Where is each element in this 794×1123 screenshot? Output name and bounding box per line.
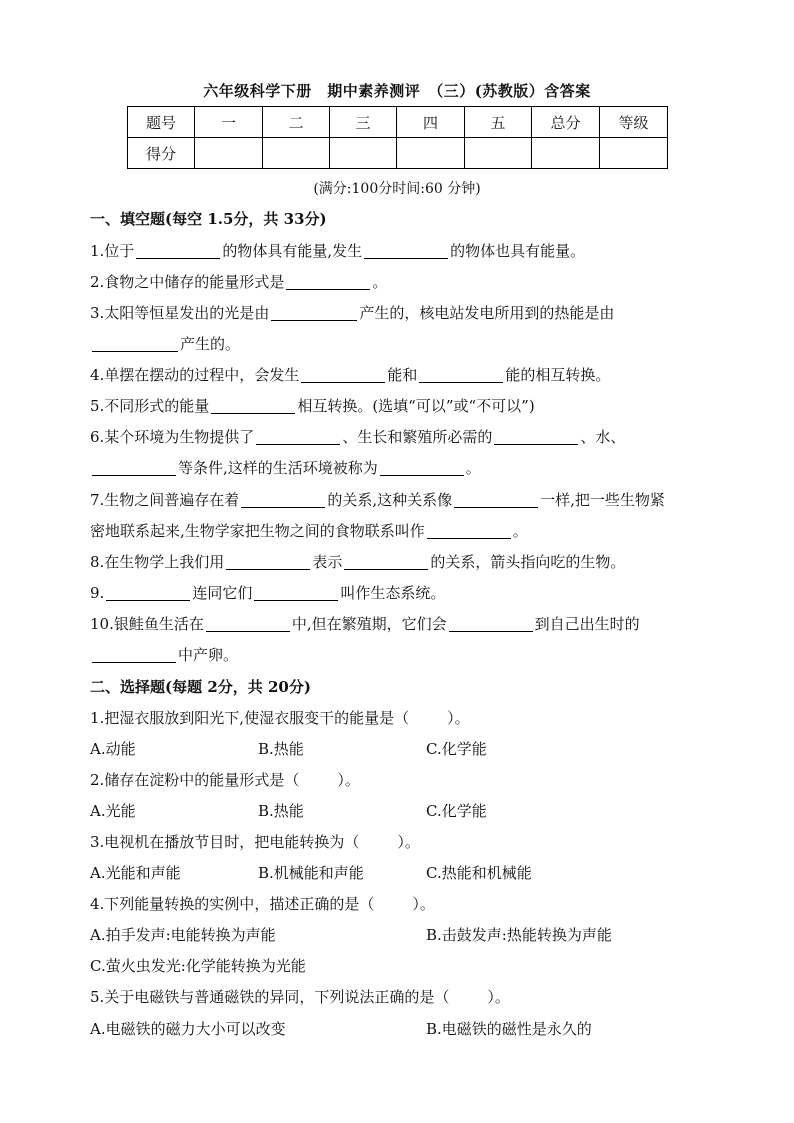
question-line: 4.单摆在摆动的过程中，会发生 能和 能的相互转换。	[90, 366, 611, 384]
option-row	[90, 738, 487, 759]
answer-blank[interactable]	[92, 459, 176, 476]
answer-blank[interactable]	[380, 459, 464, 476]
option-c[interactable]: C.化学能	[426, 740, 487, 758]
question-line: 2.储存在淀粉中的能量形式是（ ）。	[90, 771, 360, 789]
answer-blank[interactable]	[92, 646, 176, 663]
question-line: 5.不同形式的能量 相互转换。(选填“可以”或“不可以”)	[90, 397, 535, 415]
score-cell	[263, 138, 330, 169]
answer-blank[interactable]	[419, 366, 503, 383]
score-cell	[465, 138, 532, 169]
time-score-note: (满分:100分时间:60 分钟)	[313, 181, 481, 197]
question-line: 9. 连同它们 叫作生态系统。	[90, 584, 446, 602]
option-row	[90, 1018, 592, 1039]
answer-blank[interactable]	[427, 522, 511, 539]
answer-blank[interactable]	[136, 242, 220, 259]
option-a[interactable]: A.光能	[90, 802, 136, 820]
option-a[interactable]: A.光能和声能	[90, 864, 181, 882]
question-line: 3.电视机在播放节目时，把电能转换为（ ）。	[90, 833, 420, 851]
section-heading-fill-in: 一、填空题(每空 1.5分，共 33分)	[90, 210, 327, 228]
answer-blank[interactable]	[256, 428, 340, 445]
option-c[interactable]: C.化学能	[426, 802, 487, 820]
option-c[interactable]: C.热能和机械能	[426, 864, 532, 882]
answer-blank[interactable]	[286, 273, 370, 290]
answer-blank[interactable]	[106, 584, 190, 601]
option-b[interactable]: B.击鼓发声:热能转换为声能	[426, 926, 612, 944]
option-row	[90, 800, 487, 821]
answer-blank[interactable]	[254, 584, 338, 601]
question-line: 中产卵。	[90, 644, 238, 665]
question-line: 8.在生物学上我们用 表示 的关系，箭头指向吃的生物。	[90, 553, 626, 571]
question-line: 6.某个环境为生物提供了 、生长和繁殖所必需的 、水、	[90, 428, 626, 446]
question-line: 1.把湿衣服放到阳光下,使湿衣服变干的能量是（ ）。	[90, 709, 470, 727]
answer-blank[interactable]	[449, 615, 533, 632]
score-row-label: 得分	[128, 138, 195, 169]
option-row	[90, 955, 306, 976]
question-line: 7.生物之间普遍存在着 的关系,这种关系像 一样,把一些生物紧	[90, 491, 665, 509]
answer-blank[interactable]	[364, 242, 448, 259]
question-line: 3.太阳等恒星发出的光是由 产生的，核电站发电所用到的热能是由	[90, 304, 615, 322]
question-line: 1.位于 的物体具有能量,发生 的物体也具有能量。	[90, 242, 586, 260]
option-row	[90, 924, 612, 945]
score-table	[127, 106, 668, 169]
answer-blank[interactable]	[301, 366, 385, 383]
table-header-cell: 五	[465, 107, 532, 138]
question-line: 2.食物之中储存的能量形式是 。	[90, 273, 388, 291]
score-table-score-row	[128, 138, 668, 169]
table-header-cell: 二	[263, 107, 330, 138]
table-header-cell: 一	[195, 107, 263, 138]
answer-blank[interactable]	[494, 428, 578, 445]
option-b[interactable]: B.热能	[258, 802, 304, 820]
option-a[interactable]: A.电磁铁的磁力大小可以改变	[90, 1020, 286, 1038]
score-cell	[532, 138, 600, 169]
option-a[interactable]: A.拍手发声:电能转换为声能	[90, 926, 276, 944]
question-line: 密地联系起来,生物学家把生物之间的食物联系叫作 。	[90, 522, 528, 540]
answer-blank[interactable]	[206, 615, 290, 632]
answer-blank[interactable]	[454, 491, 538, 508]
question-line: 等条件,这样的生活环境被称为 。	[90, 457, 481, 478]
option-b[interactable]: B.热能	[258, 740, 304, 758]
score-cell	[397, 138, 465, 169]
question-line: 10.银鲑鱼生活在 中,但在繁殖期，它们会 到自己出生时的	[90, 615, 640, 633]
score-table-header-row	[128, 107, 668, 138]
answer-blank[interactable]	[226, 553, 310, 570]
question-line: 产生的。	[90, 333, 240, 354]
table-header-cell: 题号	[128, 107, 195, 138]
question-line: 5.关于电磁铁与普通磁铁的异同，下列说法正确的是（ ）。	[90, 988, 510, 1006]
answer-blank[interactable]	[271, 304, 357, 321]
option-a[interactable]: A.动能	[90, 740, 136, 758]
section-heading-choice: 二、选择题(每题 2分，共 20分)	[90, 678, 311, 696]
question-line: 4.下列能量转换的实例中，描述正确的是（ ）。	[90, 895, 435, 913]
answer-blank[interactable]	[211, 397, 295, 414]
option-row	[90, 862, 532, 883]
score-cell	[600, 138, 668, 169]
option-c[interactable]: C.萤火虫发光:化学能转换为光能	[90, 957, 306, 975]
option-b[interactable]: B.电磁铁的磁性是永久的	[426, 1020, 592, 1038]
answer-blank[interactable]	[241, 491, 325, 508]
score-cell	[330, 138, 397, 169]
table-header-cell: 等级	[600, 107, 668, 138]
page-title: 六年级科学下册 期中素养测评 （三）(苏教版）含答案	[203, 82, 591, 100]
score-cell	[195, 138, 263, 169]
option-b[interactable]: B.机械能和声能	[258, 864, 364, 882]
table-header-cell: 总分	[532, 107, 600, 138]
answer-blank[interactable]	[92, 335, 178, 352]
answer-blank[interactable]	[344, 553, 428, 570]
table-header-cell: 四	[397, 107, 465, 138]
table-header-cell: 三	[330, 107, 397, 138]
